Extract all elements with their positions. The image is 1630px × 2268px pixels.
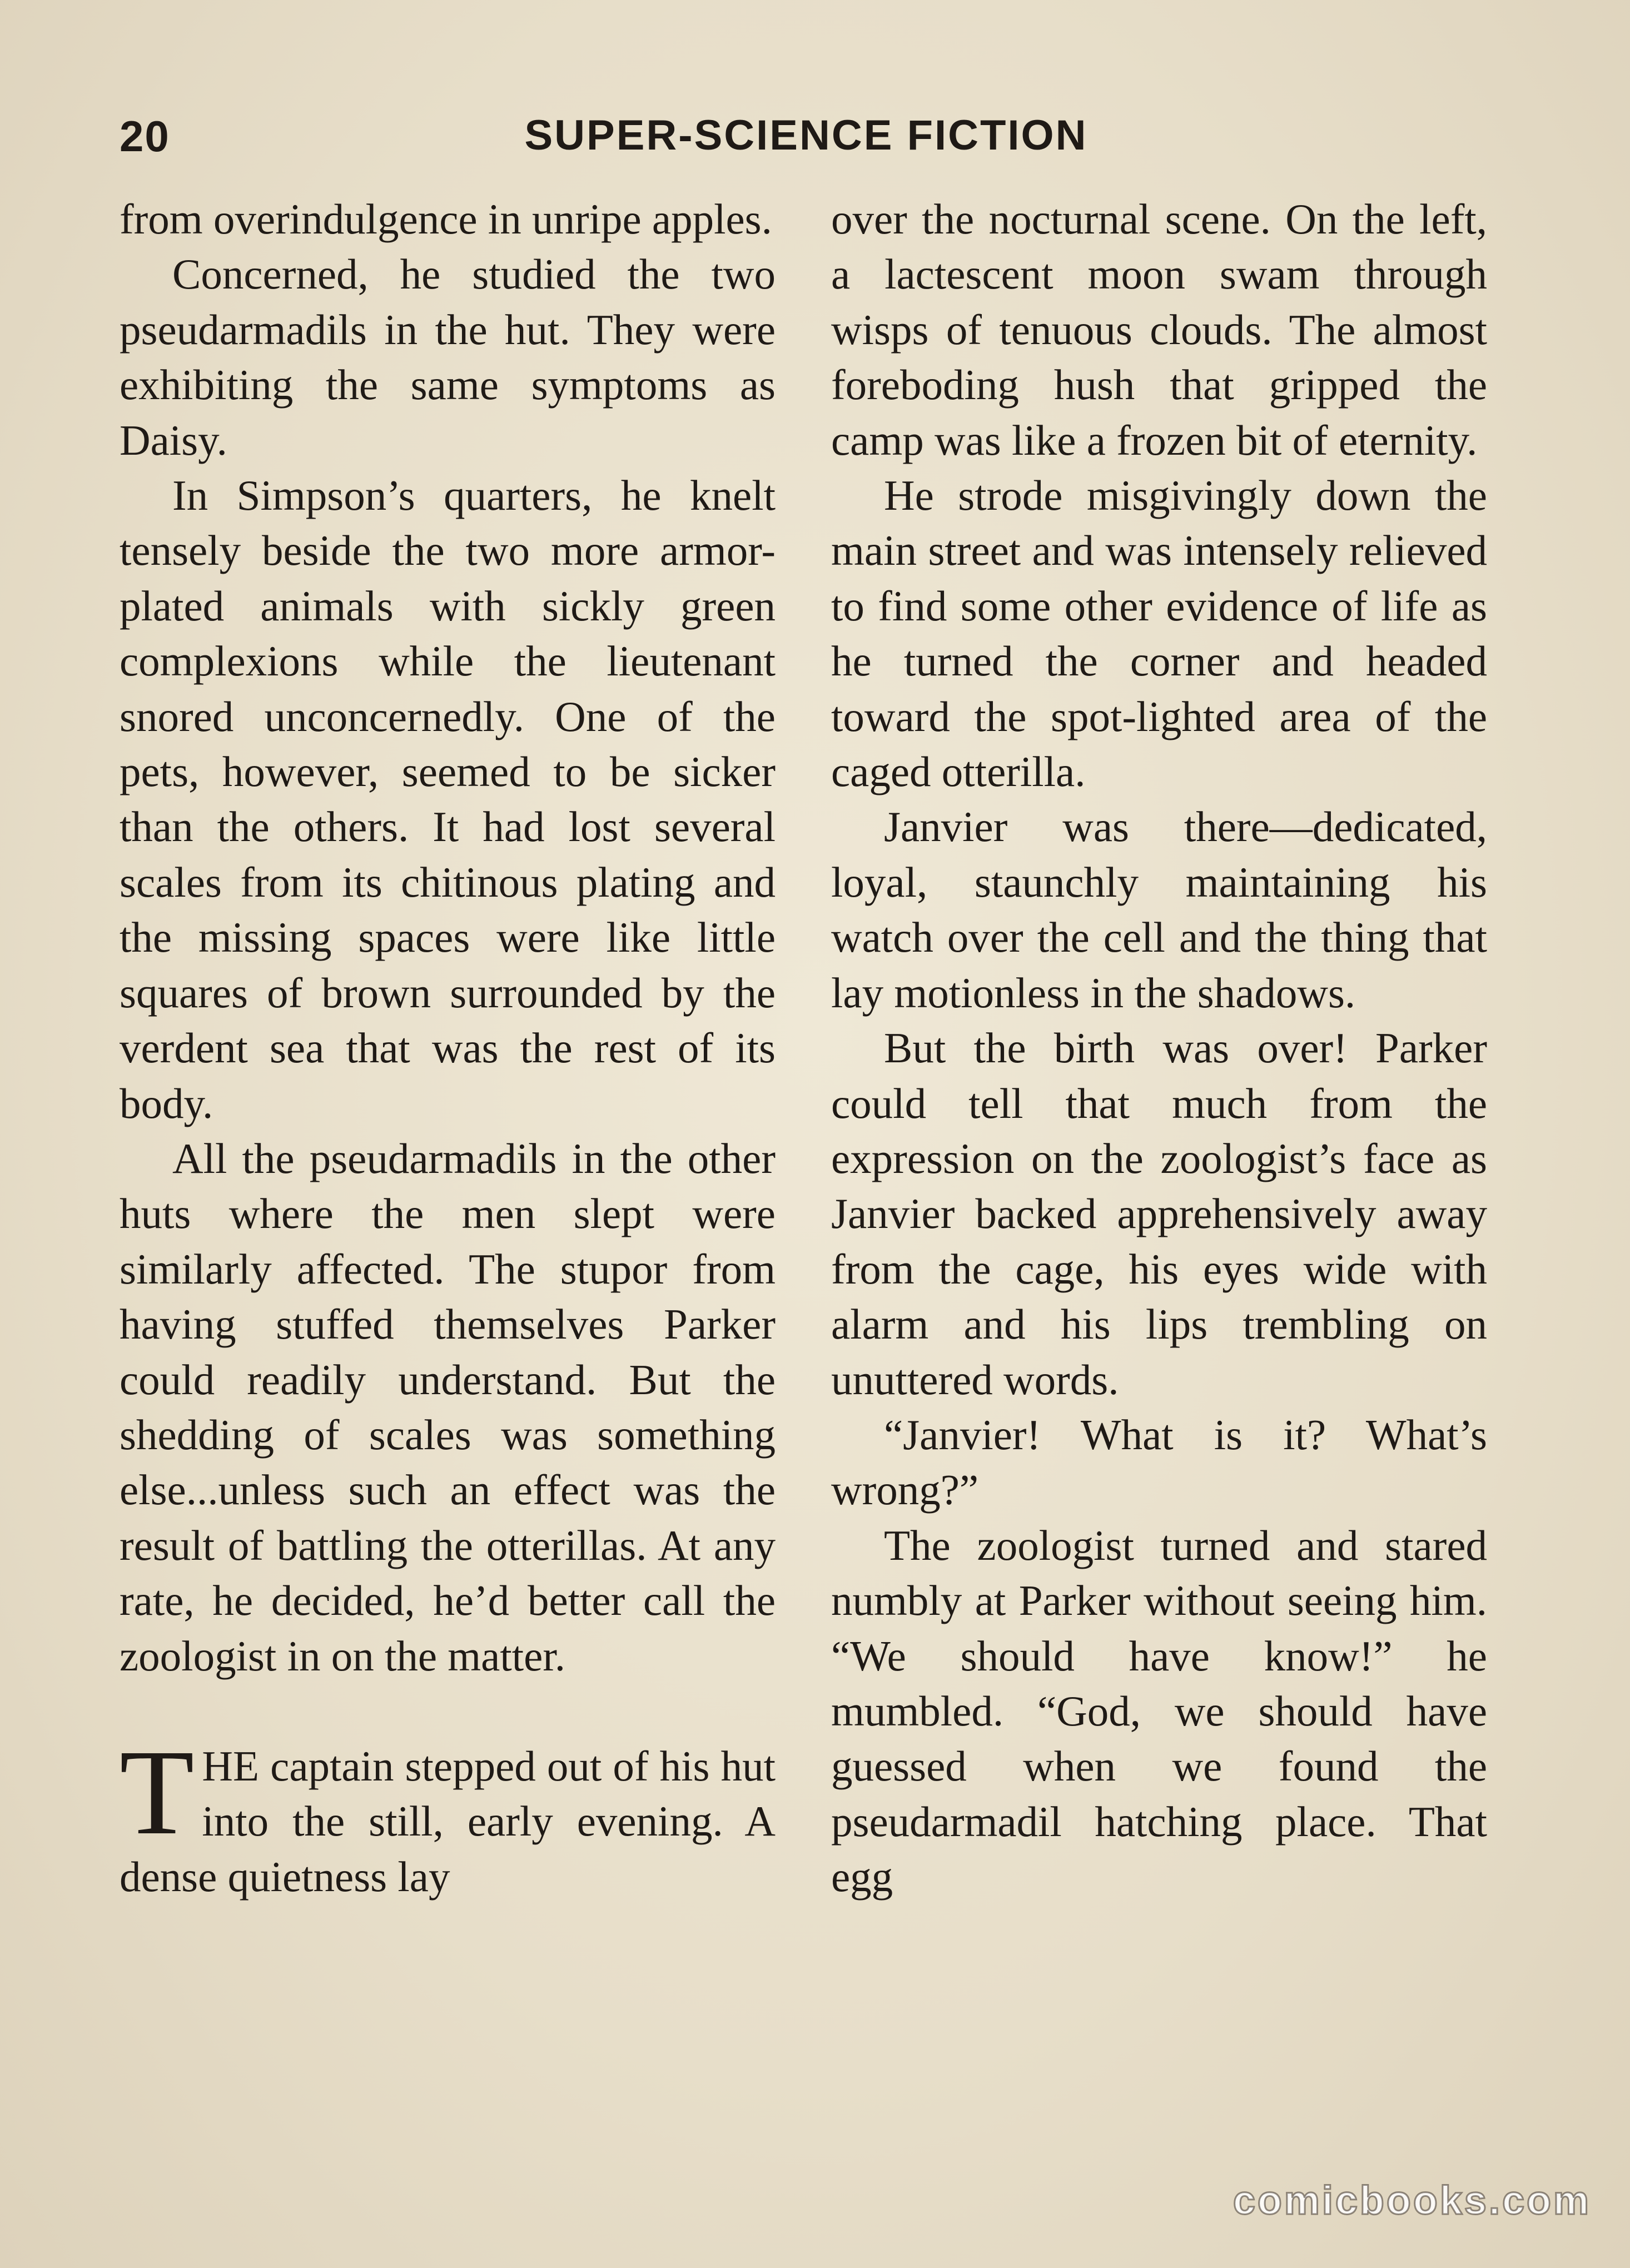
paragraph: Concerned, he studied the two pseudarmadils in the hut. They were exhibiting the same symptoms as Daisy. (120, 250, 776, 464)
paragraph: In Simpson’s quarters, he knelt tensely beside the two more armor-plated animals with sickly green complexions while the lieutenant snored unconcernedly. One of the pets, however, seemed to be sicker than the others. It had lost several scales from its chitinous plating and the missing spaces were like little squares of brown surrounded by the verdent sea that was the rest of its body. (120, 471, 776, 1127)
paragraph: Janvier was there—dedicated, loyal, staunchly maintaining his watch over the cell and the thing that lay motionless in the shadows. (831, 803, 1487, 1017)
paragraph: over the nocturnal scene. On the left, a lactescent moon swam through wisps of tenuous clouds. The almost foreboding hush that gripped the camp was like a frozen bit of eternity. (831, 195, 1487, 464)
page-header (120, 111, 1493, 172)
paragraph: “Janvier! What is it? What’s wrong?” (831, 1410, 1487, 1514)
drop-cap: T (120, 1724, 195, 1860)
running-title: SUPER-SCIENCE FICTION (524, 112, 1088, 159)
page-number: 20 (120, 112, 170, 161)
paragraph: He strode misgivingly down the main street and was intensely relieved to find some other evidence of life as he turned the corner and headed toward the spot-lighted area of the caged otterilla. (831, 471, 1487, 796)
right-column (831, 192, 1487, 1905)
paragraph: All the pseudarmadils in the other huts where the men slept were similarly affected. The stupor from having stuffed themselves Parker could readily understand. But the shedding of scales was something else...unless such an effect was the result of battling the otterillas. At any rate, he decided, he’d better call the zoologist in on the matter. (120, 1134, 776, 1680)
paragraph: The zoologist turned and stared numbly at Parker without seeing him. “We should have know!” he mumbled. “God, we should have guessed when we found the pseudarmadil hatching place. That egg (831, 1521, 1487, 1901)
paragraph: from overindulgence in unripe apples. (120, 195, 772, 243)
paragraph-text: HE captain stepped out of his hut into the still, early evening. A dense quietness lay (120, 1742, 776, 1901)
paragraph: But the birth was over! Parker could tell that much from the expression on the zoologist’s face as Janvier backed apprehensively away from the cage, his eyes wide with alarm and his lips trembling on unuttered words. (831, 1024, 1487, 1404)
section-start-paragraph (120, 1724, 776, 1904)
left-column (120, 192, 776, 1904)
watermark: comicbooks.com (1233, 2179, 1591, 2223)
